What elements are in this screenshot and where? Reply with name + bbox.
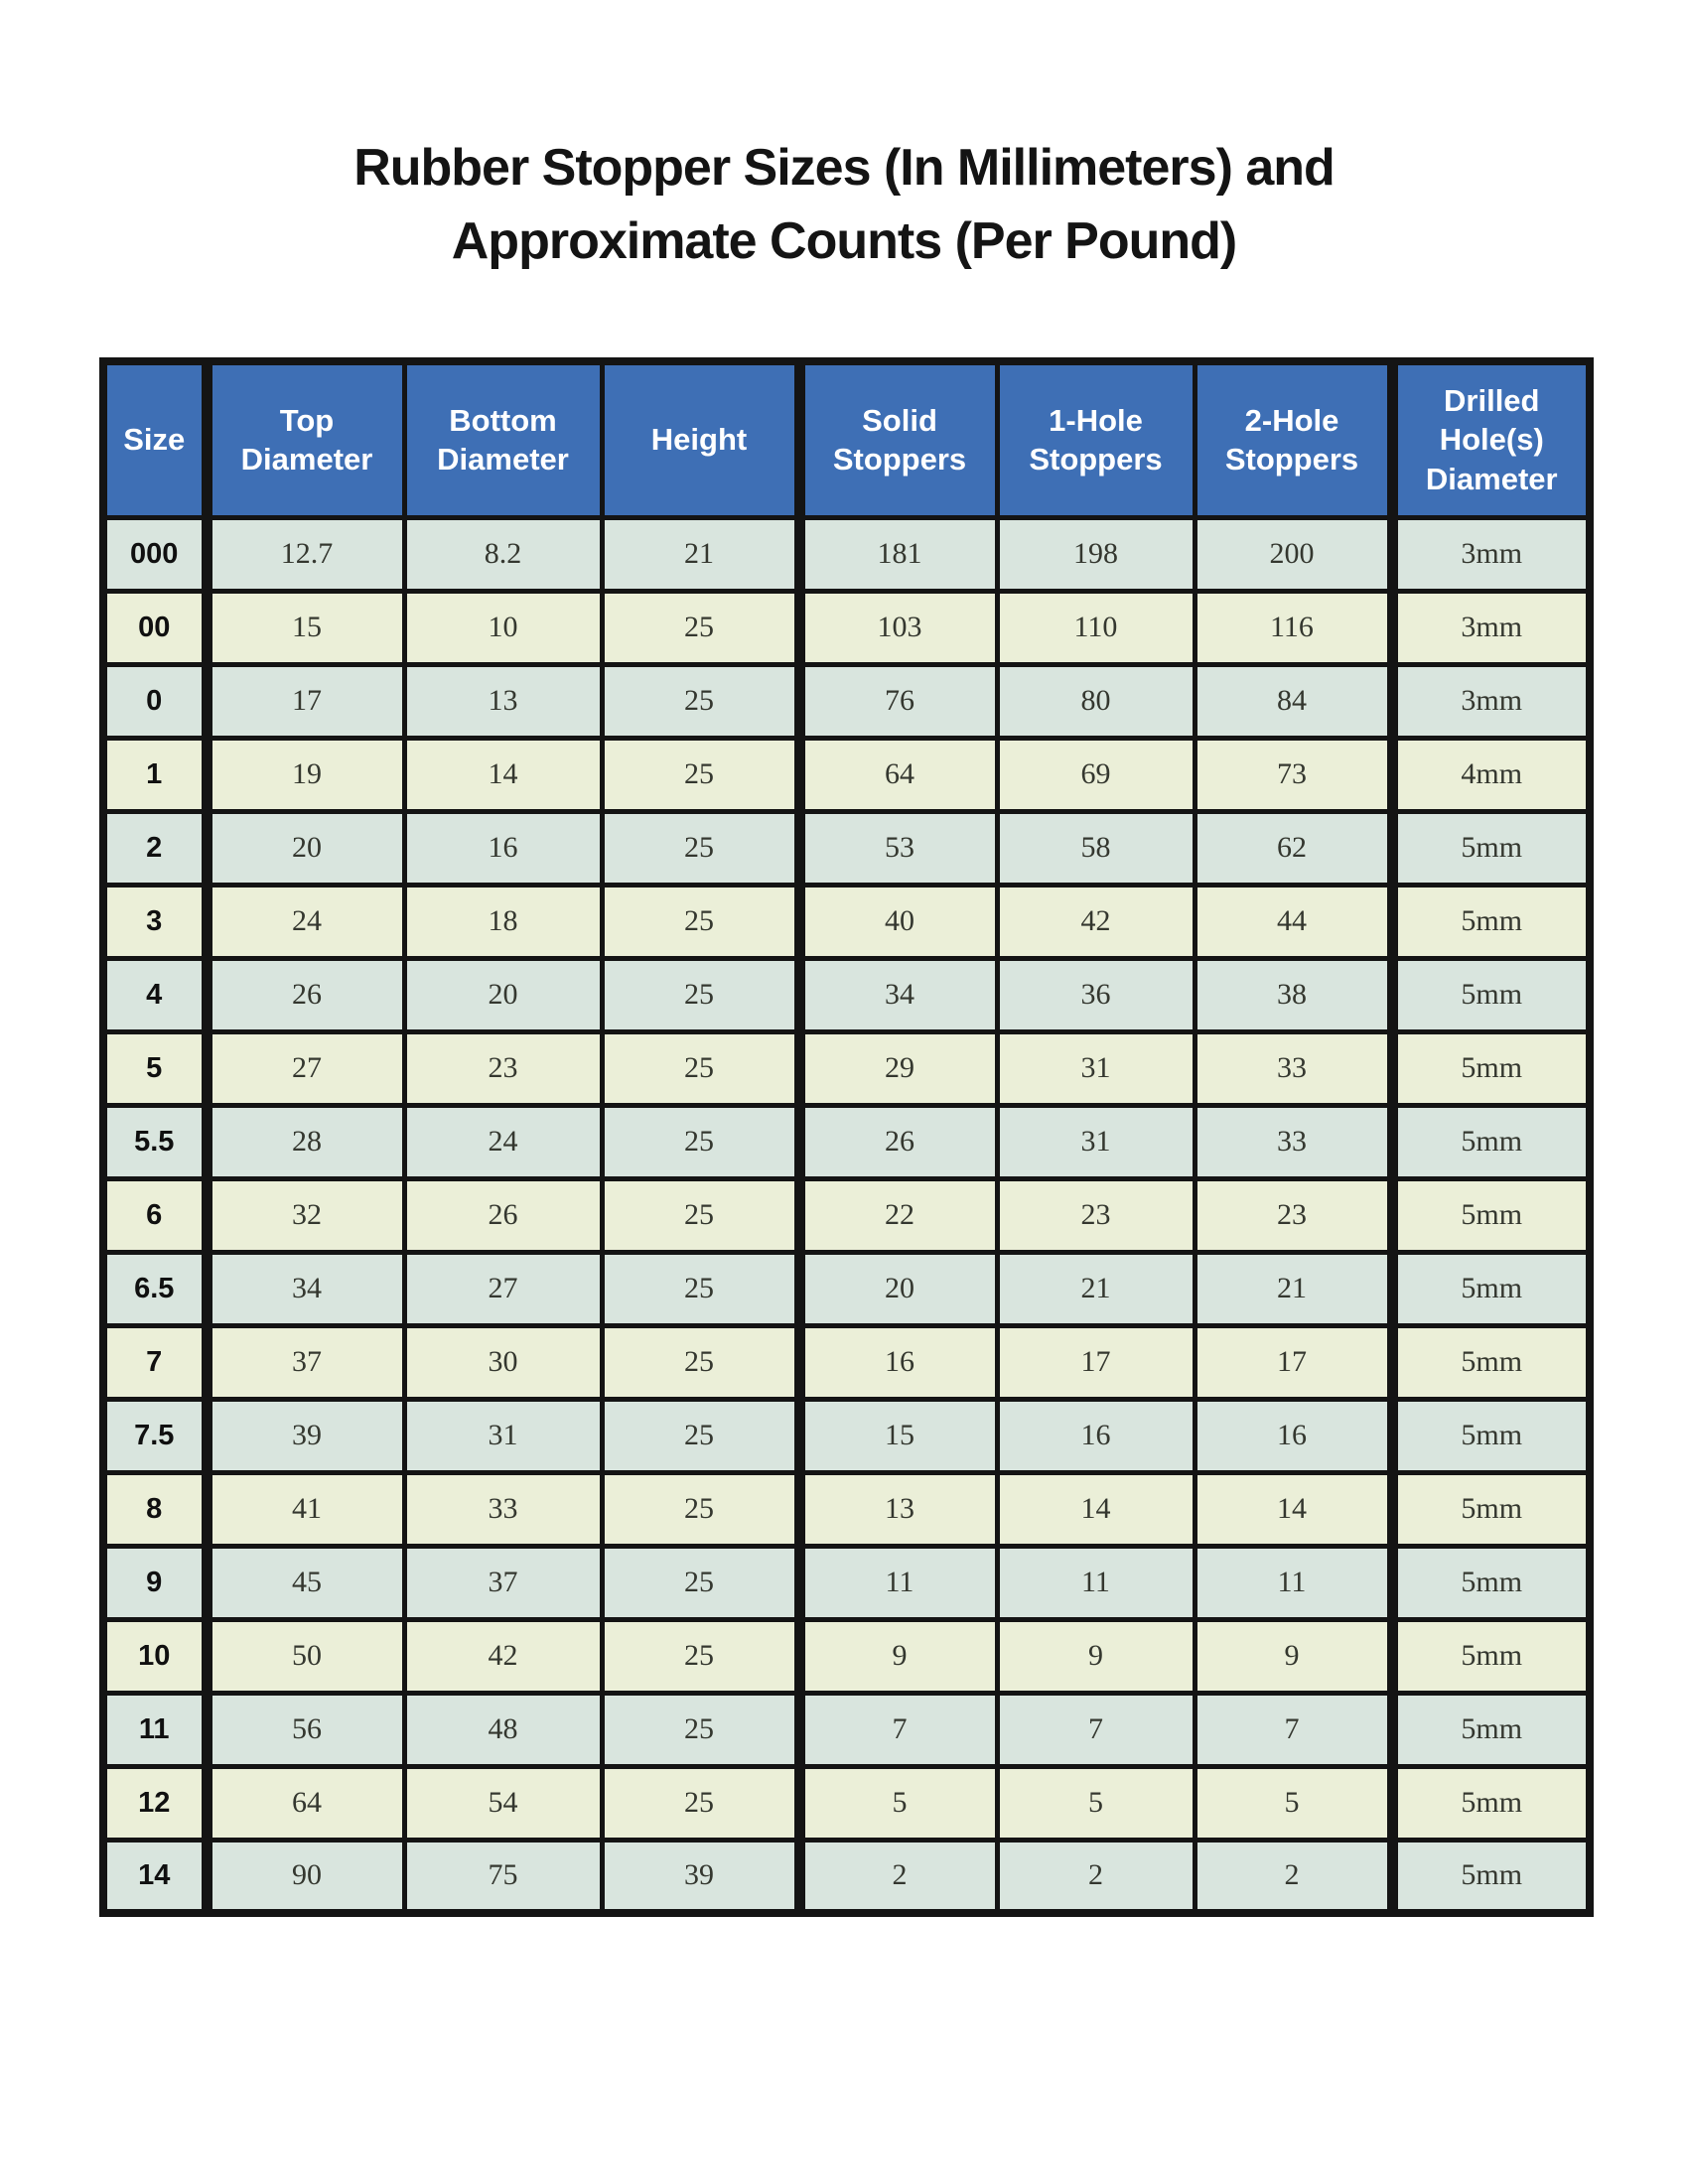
value-cell: 30 — [404, 1325, 602, 1399]
value-cell: 26 — [207, 958, 404, 1031]
value-cell: 31 — [997, 1105, 1195, 1178]
table-row — [103, 664, 1590, 738]
value-cell: 5 — [799, 1766, 997, 1840]
value-cell: 42 — [997, 885, 1195, 958]
value-cell: 3mm — [1392, 517, 1590, 591]
value-cell: 62 — [1195, 811, 1392, 885]
value-cell: 20 — [799, 1252, 997, 1325]
size-cell: 2 — [103, 811, 207, 885]
value-cell: 25 — [602, 1252, 799, 1325]
value-cell: 5mm — [1392, 1766, 1590, 1840]
value-cell: 37 — [207, 1325, 404, 1399]
value-cell: 5mm — [1392, 1693, 1590, 1766]
table-row — [103, 1840, 1590, 1913]
value-cell: 14 — [404, 738, 602, 811]
table-row — [103, 1399, 1590, 1472]
size-cell: 5 — [103, 1031, 207, 1105]
value-cell: 25 — [602, 738, 799, 811]
value-cell: 2 — [1195, 1840, 1392, 1913]
size-cell: 7.5 — [103, 1399, 207, 1472]
table-row — [103, 1472, 1590, 1546]
value-cell: 25 — [602, 1399, 799, 1472]
table-row — [103, 1619, 1590, 1693]
value-cell: 5mm — [1392, 1252, 1590, 1325]
page-title-line-2: Approximate Counts (Per Pound) — [451, 212, 1237, 270]
value-cell: 198 — [997, 517, 1195, 591]
value-cell: 181 — [799, 517, 997, 591]
table-row — [103, 1766, 1590, 1840]
size-cell: 00 — [103, 591, 207, 664]
column-header-7: Drilled Hole(s) Diameter — [1392, 361, 1590, 517]
value-cell: 76 — [799, 664, 997, 738]
size-cell: 7 — [103, 1325, 207, 1399]
value-cell: 28 — [207, 1105, 404, 1178]
value-cell: 5mm — [1392, 885, 1590, 958]
value-cell: 29 — [799, 1031, 997, 1105]
value-cell: 31 — [997, 1031, 1195, 1105]
value-cell: 5mm — [1392, 1105, 1590, 1178]
value-cell: 9 — [1195, 1619, 1392, 1693]
value-cell: 2 — [799, 1840, 997, 1913]
value-cell: 5mm — [1392, 1546, 1590, 1619]
value-cell: 31 — [404, 1399, 602, 1472]
value-cell: 11 — [1195, 1546, 1392, 1619]
value-cell: 25 — [602, 885, 799, 958]
value-cell: 23 — [404, 1031, 602, 1105]
table-row — [103, 1546, 1590, 1619]
value-cell: 25 — [602, 1546, 799, 1619]
value-cell: 34 — [799, 958, 997, 1031]
value-cell: 13 — [799, 1472, 997, 1546]
value-cell: 38 — [1195, 958, 1392, 1031]
value-cell: 21 — [997, 1252, 1195, 1325]
value-cell: 16 — [997, 1399, 1195, 1472]
value-cell: 13 — [404, 664, 602, 738]
value-cell: 16 — [404, 811, 602, 885]
value-cell: 3mm — [1392, 591, 1590, 664]
value-cell: 25 — [602, 1325, 799, 1399]
value-cell: 5mm — [1392, 1840, 1590, 1913]
size-cell: 6.5 — [103, 1252, 207, 1325]
value-cell: 116 — [1195, 591, 1392, 664]
value-cell: 5mm — [1392, 1031, 1590, 1105]
value-cell: 32 — [207, 1178, 404, 1252]
value-cell: 23 — [1195, 1178, 1392, 1252]
value-cell: 25 — [602, 1766, 799, 1840]
value-cell: 19 — [207, 738, 404, 811]
value-cell: 14 — [997, 1472, 1195, 1546]
value-cell: 44 — [1195, 885, 1392, 958]
value-cell: 16 — [1195, 1399, 1392, 1472]
value-cell: 26 — [799, 1105, 997, 1178]
value-cell: 64 — [207, 1766, 404, 1840]
value-cell: 39 — [602, 1840, 799, 1913]
value-cell: 36 — [997, 958, 1195, 1031]
size-cell: 0 — [103, 664, 207, 738]
table-row — [103, 1178, 1590, 1252]
value-cell: 20 — [207, 811, 404, 885]
value-cell: 5 — [997, 1766, 1195, 1840]
header-row — [103, 361, 1590, 517]
page-title — [0, 0, 1688, 278]
value-cell: 25 — [602, 664, 799, 738]
value-cell: 5mm — [1392, 958, 1590, 1031]
value-cell: 110 — [997, 591, 1195, 664]
value-cell: 21 — [602, 517, 799, 591]
value-cell: 21 — [1195, 1252, 1392, 1325]
value-cell: 26 — [404, 1178, 602, 1252]
value-cell: 37 — [404, 1546, 602, 1619]
value-cell: 20 — [404, 958, 602, 1031]
value-cell: 41 — [207, 1472, 404, 1546]
table-body — [103, 517, 1590, 1913]
column-header-4: Solid Stoppers — [799, 361, 997, 517]
value-cell: 7 — [799, 1693, 997, 1766]
size-cell: 11 — [103, 1693, 207, 1766]
table-row — [103, 1252, 1590, 1325]
column-header-6: 2-Hole Stoppers — [1195, 361, 1392, 517]
value-cell: 9 — [799, 1619, 997, 1693]
value-cell: 25 — [602, 1619, 799, 1693]
value-cell: 11 — [799, 1546, 997, 1619]
value-cell: 34 — [207, 1252, 404, 1325]
value-cell: 64 — [799, 738, 997, 811]
value-cell: 5mm — [1392, 1178, 1590, 1252]
value-cell: 5mm — [1392, 811, 1590, 885]
stopper-size-table — [99, 357, 1594, 1917]
value-cell: 15 — [799, 1399, 997, 1472]
value-cell: 25 — [602, 811, 799, 885]
value-cell: 69 — [997, 738, 1195, 811]
value-cell: 9 — [997, 1619, 1195, 1693]
size-cell: 12 — [103, 1766, 207, 1840]
value-cell: 25 — [602, 1693, 799, 1766]
value-cell: 200 — [1195, 517, 1392, 591]
value-cell: 45 — [207, 1546, 404, 1619]
size-cell: 1 — [103, 738, 207, 811]
value-cell: 23 — [997, 1178, 1195, 1252]
value-cell: 18 — [404, 885, 602, 958]
table-row — [103, 591, 1590, 664]
table-row — [103, 738, 1590, 811]
value-cell: 48 — [404, 1693, 602, 1766]
size-cell: 000 — [103, 517, 207, 591]
value-cell: 56 — [207, 1693, 404, 1766]
value-cell: 16 — [799, 1325, 997, 1399]
value-cell: 84 — [1195, 664, 1392, 738]
value-cell: 2 — [997, 1840, 1195, 1913]
value-cell: 103 — [799, 591, 997, 664]
column-header-3: Height — [602, 361, 799, 517]
table-row — [103, 811, 1590, 885]
value-cell: 8.2 — [404, 517, 602, 591]
size-cell: 9 — [103, 1546, 207, 1619]
size-cell: 10 — [103, 1619, 207, 1693]
value-cell: 33 — [1195, 1031, 1392, 1105]
table-row — [103, 958, 1590, 1031]
value-cell: 5mm — [1392, 1325, 1590, 1399]
value-cell: 25 — [602, 958, 799, 1031]
value-cell: 42 — [404, 1619, 602, 1693]
column-header-1: Top Diameter — [207, 361, 404, 517]
value-cell: 11 — [997, 1546, 1195, 1619]
page-title-line-1: Rubber Stopper Sizes (In Millimeters) and — [353, 139, 1335, 197]
value-cell: 12.7 — [207, 517, 404, 591]
size-cell: 5.5 — [103, 1105, 207, 1178]
value-cell: 25 — [602, 591, 799, 664]
value-cell: 22 — [799, 1178, 997, 1252]
value-cell: 4mm — [1392, 738, 1590, 811]
column-header-0: Size — [103, 361, 207, 517]
value-cell: 25 — [602, 1472, 799, 1546]
value-cell: 24 — [207, 885, 404, 958]
value-cell: 90 — [207, 1840, 404, 1913]
size-cell: 8 — [103, 1472, 207, 1546]
value-cell: 58 — [997, 811, 1195, 885]
table-row — [103, 885, 1590, 958]
value-cell: 14 — [1195, 1472, 1392, 1546]
value-cell: 10 — [404, 591, 602, 664]
value-cell: 25 — [602, 1178, 799, 1252]
table-row — [103, 1031, 1590, 1105]
size-cell: 6 — [103, 1178, 207, 1252]
value-cell: 17 — [207, 664, 404, 738]
value-cell: 7 — [1195, 1693, 1392, 1766]
value-cell: 5mm — [1392, 1472, 1590, 1546]
value-cell: 53 — [799, 811, 997, 885]
value-cell: 25 — [602, 1105, 799, 1178]
size-cell: 14 — [103, 1840, 207, 1913]
size-cell: 4 — [103, 958, 207, 1031]
value-cell: 33 — [404, 1472, 602, 1546]
value-cell: 40 — [799, 885, 997, 958]
value-cell: 33 — [1195, 1105, 1392, 1178]
value-cell: 27 — [404, 1252, 602, 1325]
table-row — [103, 1105, 1590, 1178]
value-cell: 5mm — [1392, 1399, 1590, 1472]
value-cell: 5mm — [1392, 1619, 1590, 1693]
value-cell: 5 — [1195, 1766, 1392, 1840]
value-cell: 80 — [997, 664, 1195, 738]
value-cell: 25 — [602, 1031, 799, 1105]
table-row — [103, 1325, 1590, 1399]
value-cell: 3mm — [1392, 664, 1590, 738]
value-cell: 75 — [404, 1840, 602, 1913]
value-cell: 54 — [404, 1766, 602, 1840]
value-cell: 27 — [207, 1031, 404, 1105]
column-header-2: Bottom Diameter — [404, 361, 602, 517]
value-cell: 50 — [207, 1619, 404, 1693]
size-cell: 3 — [103, 885, 207, 958]
value-cell: 7 — [997, 1693, 1195, 1766]
value-cell: 39 — [207, 1399, 404, 1472]
table-row — [103, 517, 1590, 591]
value-cell: 17 — [997, 1325, 1195, 1399]
column-header-5: 1-Hole Stoppers — [997, 361, 1195, 517]
table-row — [103, 1693, 1590, 1766]
value-cell: 15 — [207, 591, 404, 664]
value-cell: 73 — [1195, 738, 1392, 811]
value-cell: 17 — [1195, 1325, 1392, 1399]
value-cell: 24 — [404, 1105, 602, 1178]
